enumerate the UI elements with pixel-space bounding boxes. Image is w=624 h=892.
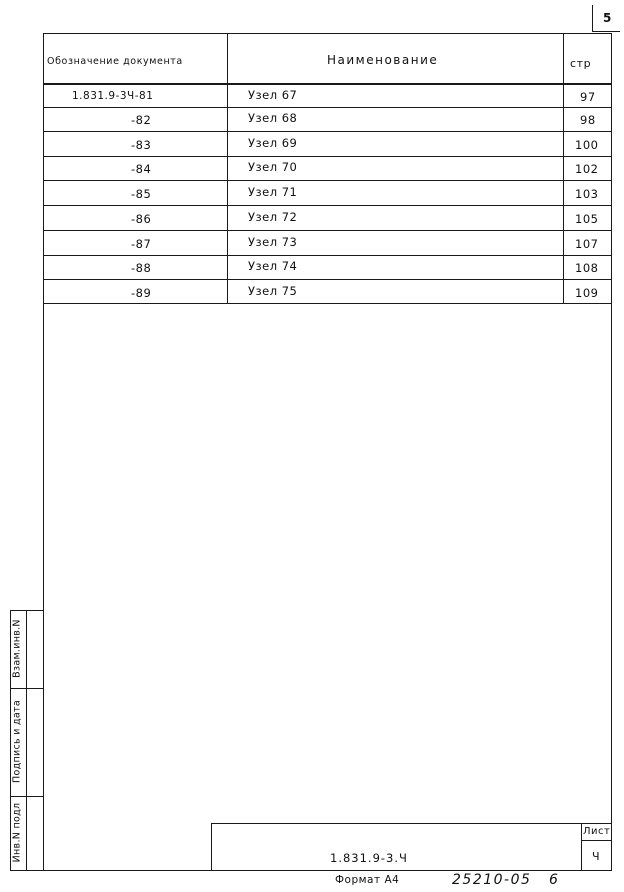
header-designation: Обозначение документа xyxy=(47,56,183,67)
row-line xyxy=(43,107,612,108)
row-designation: -82 xyxy=(131,113,152,127)
row-name: Узел 72 xyxy=(248,210,298,224)
row-line xyxy=(43,279,612,280)
frame-right xyxy=(611,33,612,871)
title-block-sheet-divider xyxy=(581,823,582,871)
stamp-inner-divider xyxy=(26,610,27,871)
page-number-box-bottom xyxy=(592,31,620,32)
row-designation: -88 xyxy=(131,261,152,275)
row-line xyxy=(43,303,612,304)
title-block-top xyxy=(211,823,612,824)
stamp-podpis-label: Подпись и дата xyxy=(11,700,23,783)
page-number-box-left xyxy=(592,5,593,31)
header-name: Наименование xyxy=(327,53,439,67)
row-line xyxy=(43,205,612,206)
row-line xyxy=(43,255,612,256)
stamp-vzam-label: Взам.инв.N xyxy=(11,619,23,678)
row-name: Узел 73 xyxy=(248,235,298,249)
row-page: 100 xyxy=(575,138,599,152)
title-block-sheet-line xyxy=(581,840,612,841)
row-designation: -83 xyxy=(131,138,152,152)
row-designation: 1.831.9-3Ч-81 xyxy=(72,90,154,102)
header-bottom-line xyxy=(43,83,612,85)
stamp-inv-label: Инв.N подл xyxy=(11,802,23,863)
row-name: Узел 70 xyxy=(248,160,298,174)
title-block-left xyxy=(211,823,212,871)
column-divider-2 xyxy=(563,33,564,303)
page-number: 5 xyxy=(603,11,612,25)
row-name: Узел 74 xyxy=(248,259,298,273)
row-name: Узел 71 xyxy=(248,185,298,199)
row-page: 108 xyxy=(575,261,599,275)
frame-top xyxy=(43,33,612,34)
sheet-label: Лист xyxy=(583,826,611,837)
order-number: 25210-05 xyxy=(452,872,532,888)
row-designation: -85 xyxy=(131,187,152,201)
document-code: 1.831.9-3.Ч xyxy=(330,851,408,865)
row-line xyxy=(43,230,612,231)
row-page: 107 xyxy=(575,237,599,251)
row-name: Узел 68 xyxy=(248,111,298,125)
row-designation: -87 xyxy=(131,237,152,251)
row-page: 102 xyxy=(575,162,599,176)
row-designation: -84 xyxy=(131,162,152,176)
row-name: Узел 67 xyxy=(248,88,298,102)
row-page: 105 xyxy=(575,212,599,226)
row-page: 98 xyxy=(580,113,596,127)
row-designation: -89 xyxy=(131,286,152,300)
row-page: 97 xyxy=(580,90,596,104)
sheet-number: Ч xyxy=(592,850,601,863)
row-name: Узел 75 xyxy=(248,284,298,298)
order-sheet: 6 xyxy=(549,872,559,888)
row-line xyxy=(43,156,612,157)
format-label: Формат А4 xyxy=(335,874,400,886)
row-line xyxy=(43,131,612,132)
row-name: Узел 69 xyxy=(248,136,298,150)
row-line xyxy=(43,180,612,181)
frame-bottom xyxy=(10,870,612,871)
column-divider-1 xyxy=(227,33,228,303)
header-page: стр xyxy=(570,57,592,70)
row-designation: -86 xyxy=(131,212,152,226)
frame-left xyxy=(43,33,44,871)
row-page: 103 xyxy=(575,187,599,201)
row-page: 109 xyxy=(575,286,599,300)
